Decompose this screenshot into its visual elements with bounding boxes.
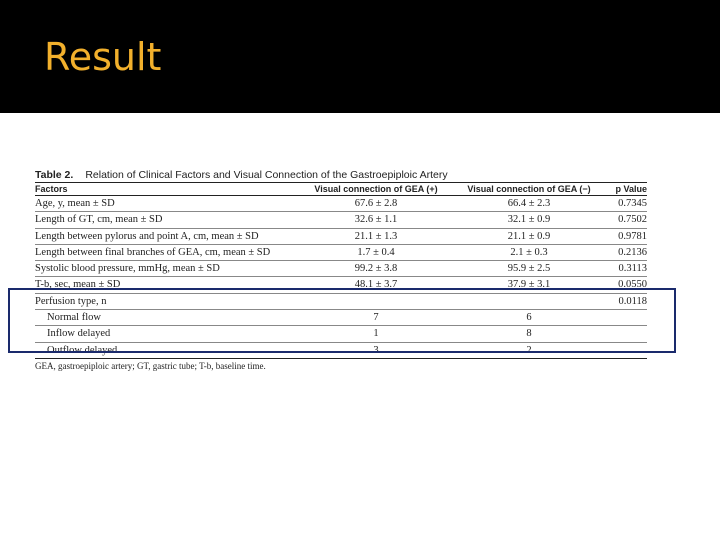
- table-footnote: GEA, gastroepiploic artery; GT, gastric tube; T-b, baseline time.: [35, 360, 266, 371]
- row-gea-positive: 1: [301, 326, 451, 342]
- row-factor: T-b, sec, mean ± SD: [35, 277, 301, 293]
- table-row: [35, 212, 647, 228]
- table-row: [35, 261, 647, 277]
- row-p-value: 0.2136: [607, 244, 647, 260]
- header-gea-negative: Visual connection of GEA (−): [451, 183, 607, 196]
- row-gea-negative: 66.4 ± 2.3: [451, 196, 607, 212]
- row-gea-negative: 2.1 ± 0.3: [451, 244, 607, 260]
- highlight-box: [8, 288, 676, 353]
- table-row: [35, 228, 647, 244]
- row-factor: Length of GT, cm, mean ± SD: [35, 212, 301, 228]
- header-p-value: p Value: [607, 183, 647, 196]
- table-caption-text: Relation of Clinical Factors and Visual Connection of the Gastroepiploic Artery: [85, 169, 448, 181]
- row-factor: Perfusion type, n: [35, 293, 301, 309]
- table-label: Table 2.: [35, 169, 74, 181]
- row-factor: Systolic blood pressure, mmHg, mean ± SD: [35, 261, 301, 277]
- title-bar: [0, 0, 720, 113]
- row-gea-positive: 3: [301, 342, 451, 358]
- row-factor: Length between final branches of GEA, cm, mean ± SD: [35, 244, 301, 260]
- row-factor: Length between pylorus and point A, cm, mean ± SD: [35, 228, 301, 244]
- slide-title: Result: [44, 35, 162, 79]
- row-gea-negative: 2: [451, 342, 607, 358]
- table-row: [35, 196, 647, 212]
- row-gea-negative: 32.1 ± 0.9: [451, 212, 607, 228]
- row-factor: Age, y, mean ± SD: [35, 196, 301, 212]
- row-gea-positive: 1.7 ± 0.4: [301, 244, 451, 260]
- row-gea-positive: 67.6 ± 2.8: [301, 196, 451, 212]
- row-gea-negative: 95.9 ± 2.5: [451, 261, 607, 277]
- table-caption: [35, 168, 647, 183]
- row-gea-negative: 6: [451, 310, 607, 326]
- row-p-value: 0.0550: [607, 277, 647, 293]
- row-p-value: 0.0118: [607, 293, 647, 309]
- row-p-value: 0.3113: [607, 261, 647, 277]
- header-factors: Factors: [35, 183, 301, 196]
- row-gea-negative: 8: [451, 326, 607, 342]
- row-gea-positive: 21.1 ± 1.3: [301, 228, 451, 244]
- row-gea-positive: 99.2 ± 3.8: [301, 261, 451, 277]
- row-factor: Inflow delayed: [35, 326, 301, 342]
- row-p-value: 0.7345: [607, 196, 647, 212]
- row-factor: Normal flow: [35, 310, 301, 326]
- row-gea-negative: 37.9 ± 3.1: [451, 277, 607, 293]
- table-row: [35, 244, 647, 260]
- row-gea-positive: 48.1 ± 3.7: [301, 277, 451, 293]
- row-gea-negative: 21.1 ± 0.9: [451, 228, 607, 244]
- header-row: [35, 183, 647, 196]
- header-gea-positive: Visual connection of GEA (+): [301, 183, 451, 196]
- row-p-value: 0.7502: [607, 212, 647, 228]
- row-gea-positive: 32.6 ± 1.1: [301, 212, 451, 228]
- row-factor: Outflow delayed: [35, 342, 301, 358]
- row-gea-positive: 7: [301, 310, 451, 326]
- row-p-value: 0.9781: [607, 228, 647, 244]
